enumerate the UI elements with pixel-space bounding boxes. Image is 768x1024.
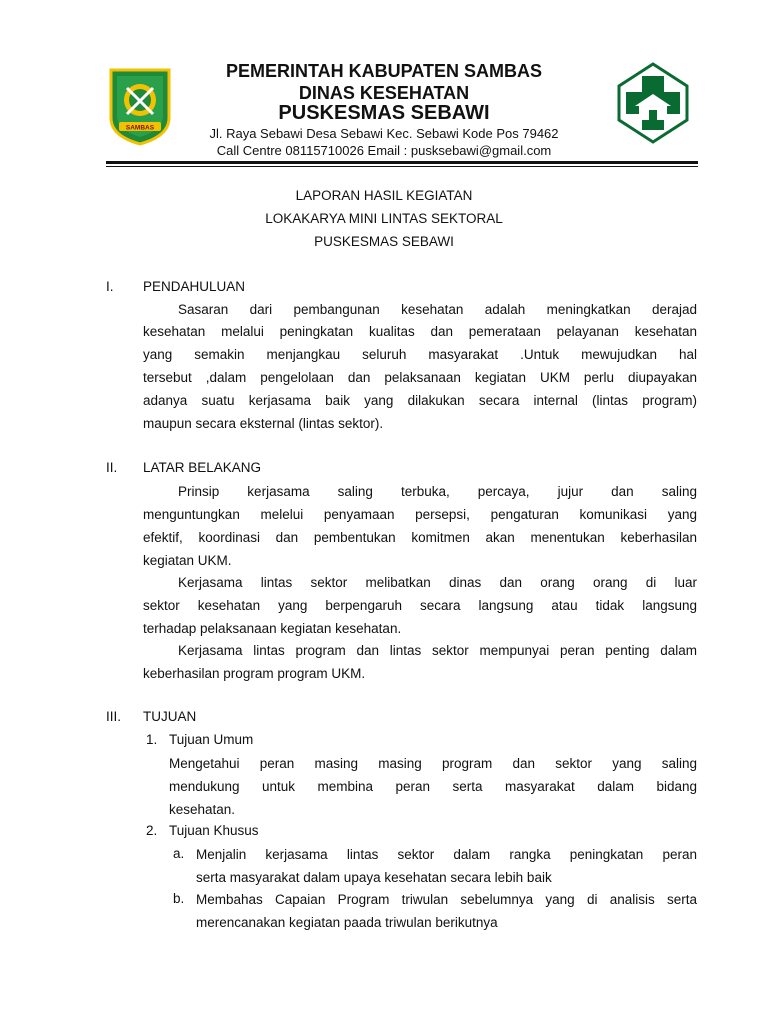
report-title-line1: LAPORAN HASIL KEGIATAN [295,188,473,203]
section-number: III. [106,709,122,724]
list-item-title: Tujuan Umum [169,732,254,747]
paragraph-line: keberhasilan program program UKM. [143,666,366,681]
paragraph-line: terhadap pelaksanaan kegiatan kesehatan. [143,621,402,636]
list-number: 2. [146,823,158,838]
header-government: PEMERINTAH KABUPATEN SAMBAS [225,61,542,81]
header-puskesmas: PUSKESMAS SEBAWI [278,102,490,124]
paragraph-line: kesehatan. [169,802,236,817]
paragraph-line: merencanakan kegiatan paada triwulan berikutnya [196,915,498,930]
paragraph-line: tersebut ,dalam pengelolaan dan pelaksanaan kegiatan UKM perlu diupayakan [143,370,697,385]
paragraph-line: Mengetahui peran masing masing program dan sektor yang saling [169,756,697,771]
paragraph-line: serta masyarakat dalam upaya kesehatan secara lebih baik [196,870,552,885]
logo-banner-text: SAMBAS [125,124,155,132]
header-address: Jl. Raya Sebawi Desa Sebawi Kec. Sebawi Kode Pos 79462 [209,126,559,141]
paragraph-line: yang semakin menjangkau seluruh masyarakat .Untuk mewujudkan hal [143,347,697,362]
paragraph-line: Kerjasama lintas sektor melibatkan dinas dan orang orang di luar [178,575,697,590]
paragraph-line: kegiatan UKM. [143,553,232,568]
paragraph-line: menguntungkan melelui penyamaan persepsi, pengaturan komunikasi yang [143,507,697,522]
list-number: 1. [146,732,158,747]
paragraph-line: efektif, koordinasi dan pembentukan komitmen akan menentukan keberhasilan [143,530,697,545]
section-number: I. [106,279,114,294]
section-heading: PENDAHULUAN [143,279,246,294]
paragraph-line: kesehatan melalui peningkatan kualitas dan pemerataan pelayanan kesehatan [143,324,697,339]
sublist-label: a. [173,846,185,861]
paragraph-line: maupun secara eksternal (lintas sektor). [143,416,384,431]
header-department: DINAS KESEHATAN [298,83,470,103]
paragraph-line: Kerjasama lintas program dan lintas sektor mempunyai peran penting dalam [178,643,697,658]
section-heading: LATAR BELAKANG [143,460,262,475]
paragraph-line: Membahas Capaian Program triwulan sebelumnya yang di analisis serta [196,892,697,907]
paragraph-line: sektor kesehatan yang berpengaruh secara langsung atau tidak langsung [143,598,697,613]
sublist-label: b. [173,891,185,906]
section-number: II. [106,460,118,475]
paragraph-line: adanya suatu kerjasama baik yang dilakukan secara internal (lintas program) [143,393,697,408]
paragraph-line: Sasaran dari pembangunan kesehatan adalah meningkatkan derajad [178,302,697,317]
letterhead-divider-thin [106,166,698,167]
report-title-line2: LOKAKARYA MINI LINTAS SEKTORAL [265,211,503,226]
paragraph-line: Menjalin kerjasama lintas sektor dalam rangka peningkatan peran [196,847,697,862]
letterhead-divider-thick [106,161,698,164]
header-contact: Call Centre 08115710026 Email : pusksebawi@gmail.com [216,143,552,158]
paragraph-line: mendukung untuk membina peran serta masyarakat dalam bidang [169,779,697,794]
list-item-title: Tujuan Khusus [169,823,259,838]
report-title-line3: PUSKESMAS SEBAWI [314,234,454,249]
section-heading: TUJUAN [143,709,197,724]
paragraph-line: Prinsip kerjasama saling terbuka, percaya, jujur dan saling [178,484,697,499]
